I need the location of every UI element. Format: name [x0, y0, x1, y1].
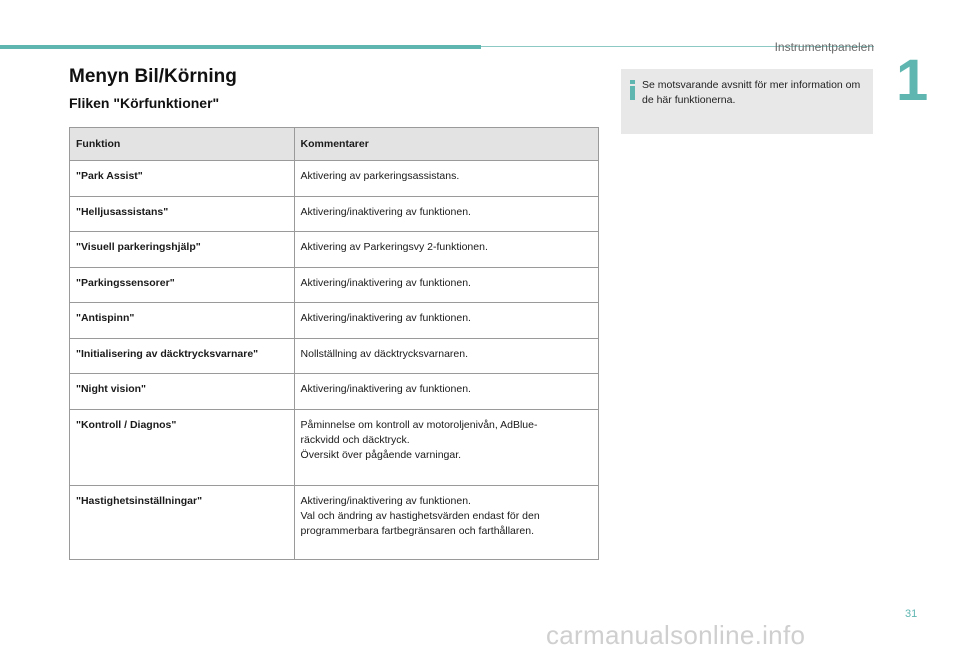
comment-cell — [294, 303, 598, 339]
function-cell: "Hastighetsinställningar" — [70, 486, 295, 560]
page-title: Menyn Bil/Körning — [69, 66, 237, 87]
comment-line: programmerbara fartbegränsaren och farthållaren. — [300, 525, 534, 537]
column-header-comments: Kommentarer — [294, 128, 598, 161]
comment-line: Nollställning av däcktrycksvarnaren. — [300, 348, 469, 360]
comment-line: Aktivering/inaktivering av funktionen. — [300, 495, 471, 507]
function-cell: "Antispinn" — [70, 303, 295, 339]
comment-line: Aktivering av parkeringsassistans. — [300, 170, 460, 182]
table-header-row — [70, 128, 599, 161]
comment-line: Aktivering/inaktivering av funktionen. — [300, 383, 471, 395]
function-cell: "Initialisering av däcktrycksvarnare" — [70, 339, 295, 374]
info-icon — [630, 80, 635, 100]
table-row — [70, 374, 599, 410]
table-body — [70, 161, 599, 560]
page-number: 31 — [905, 608, 918, 620]
comment-line: räckvidd och däcktryck. — [300, 434, 410, 446]
comment-cell — [294, 232, 598, 268]
watermark: carmanualsonline.info — [546, 620, 806, 650]
info-text: Se motsvarande avsnitt för mer information om de här funktionerna. — [642, 79, 861, 106]
comment-line: Val och ändring av hastighetsvärden endast för den — [300, 510, 540, 522]
table-row — [70, 232, 599, 268]
function-cell: "Kontroll / Diagnos" — [70, 410, 295, 486]
page-subtitle: Fliken "Körfunktioner" — [69, 95, 220, 111]
comment-cell — [294, 197, 598, 232]
table-row — [70, 339, 599, 374]
comment-line: Aktivering/inaktivering av funktionen. — [300, 206, 471, 218]
comment-cell — [294, 268, 598, 303]
table-row — [70, 486, 599, 560]
table-row — [70, 161, 599, 197]
comment-line: Aktivering/inaktivering av funktionen. — [300, 277, 471, 289]
comment-cell — [294, 410, 598, 486]
column-header-function: Funktion — [70, 128, 295, 161]
comment-cell — [294, 486, 598, 560]
functions-table — [69, 127, 599, 560]
table-row — [70, 410, 599, 486]
function-cell: "Visuell parkeringshjälp" — [70, 232, 295, 268]
table-row — [70, 197, 599, 232]
function-cell: "Helljusassistans" — [70, 197, 295, 232]
function-cell: "Parkingssensorer" — [70, 268, 295, 303]
comment-line: Aktivering av Parkeringsvy 2-funktionen. — [300, 241, 488, 253]
comment-line: Påminnelse om kontroll av motoroljenivån, AdBlue- — [300, 419, 538, 431]
section-label: Instrumentpanelen — [774, 40, 874, 54]
function-cell: "Park Assist" — [70, 161, 295, 197]
comment-line: Översikt över pågående varningar. — [300, 449, 462, 461]
chapter-number: 1 — [896, 48, 929, 113]
header-accent-bar — [0, 45, 481, 49]
table-row — [70, 268, 599, 303]
comment-cell — [294, 374, 598, 410]
comment-cell — [294, 339, 598, 374]
function-cell: "Night vision" — [70, 374, 295, 410]
info-box — [621, 69, 873, 134]
table-row — [70, 303, 599, 339]
comment-cell — [294, 161, 598, 197]
comment-line: Aktivering/inaktivering av funktionen. — [300, 312, 471, 324]
